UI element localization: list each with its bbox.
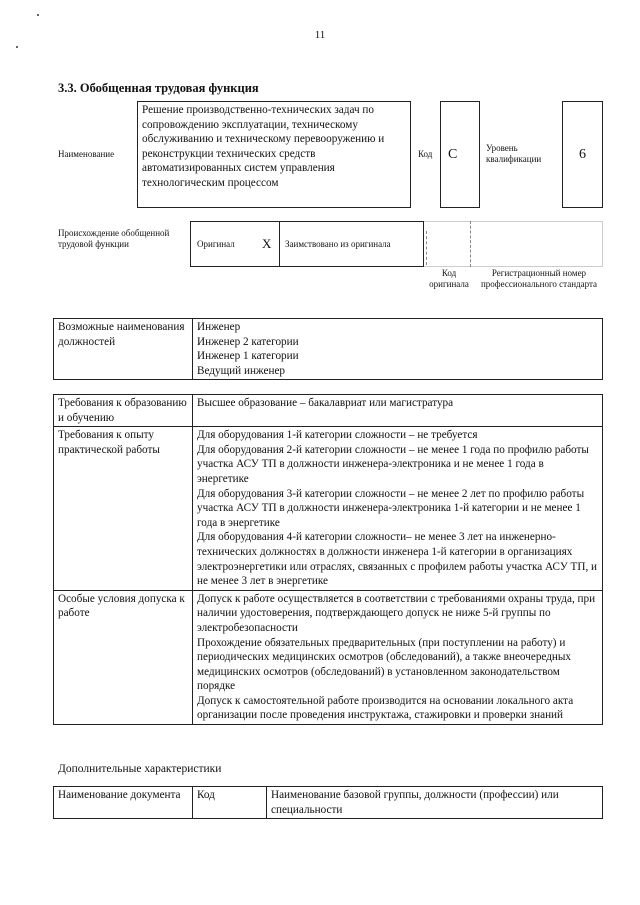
- code-original-caption: Код оригинала: [429, 268, 469, 289]
- requirement-line: Допуск к самостоятельной работе производится на основании локального акта организации после проведения инструктажа, стажировки и проверки знаний: [197, 694, 574, 722]
- origin-dashed-divider: [426, 231, 427, 265]
- original-label: Оригинал: [197, 239, 235, 249]
- doc-name-header: Наименование документа: [54, 787, 193, 819]
- level-value: 6: [579, 147, 586, 162]
- code-value-box: [440, 101, 480, 208]
- position-item: Инженер: [197, 321, 241, 333]
- requirement-line: Для оборудования 1-й категории сложности – не требуется: [197, 429, 478, 442]
- level-value-box: [562, 101, 603, 208]
- requirement-line: Для оборудования 2-й категории сложности – не менее 1 года по профилю работы участка АСУ ТП в должности инженера-электроника и не менее 1 года в энергетике: [197, 443, 589, 485]
- code-value: C: [448, 147, 458, 162]
- requirement-line: Прохождение обязательных предварительных (при поступлении на работу) и периодических медицинских осмотров (обследований), а также внеочередных медицинских осмотров (обследований) в установленном законодательством порядке: [197, 636, 572, 693]
- additional-title: Дополнительные характеристики: [58, 763, 222, 775]
- positions-label: Возможные наименования должностей: [54, 319, 193, 380]
- special-conditions-value: [193, 590, 603, 724]
- table-row: [54, 590, 603, 724]
- position-item: Инженер 2 категории: [197, 335, 299, 348]
- table-row: [54, 395, 603, 427]
- experience-value: [193, 427, 603, 591]
- requirement-line: Высшее образование – бакалавриат или магистратура: [197, 397, 454, 409]
- education-value: [193, 395, 603, 427]
- code-header: Код: [193, 787, 267, 819]
- origin-label: Происхождение обобщенной трудовой функции: [58, 228, 170, 249]
- name-label: Наименование: [58, 149, 115, 159]
- scan-speck: [37, 14, 39, 16]
- position-item: Ведущий инженер: [197, 364, 286, 377]
- function-name-text: Решение производственно-технических задач по сопровождению эксплуатации, техническому обслуживанию и техническому перевооружению и реконструкции технических средств автоматизированных систем управления технологическим процессом: [142, 104, 385, 189]
- page-number: 11: [314, 29, 326, 41]
- original-mark: X: [262, 236, 272, 251]
- position-item: Инженер 1 категории: [197, 350, 299, 363]
- registration-caption: Регистрационный номер профессионального стандарта: [480, 268, 598, 289]
- education-label: Требования к образованию и обучению: [54, 395, 193, 427]
- function-name-box: [137, 101, 411, 208]
- origin-dashed-divider: [470, 221, 471, 267]
- base-group-header: Наименование базовой группы, должности (профессии) или специальности: [267, 787, 603, 819]
- requirement-line: Для оборудования 3-й категории сложности – не менее 2 лет по профилю работы участка АСУ ТП в должности инженера-электроника 1-й категории и не менее 1 года в энергетике: [197, 487, 585, 529]
- table-row: [54, 427, 603, 591]
- special-conditions-label: Особые условия допуска к работе: [54, 590, 193, 724]
- level-label: Уровень квалификации: [486, 143, 542, 164]
- requirements-table: [53, 394, 603, 725]
- scan-speck: [16, 46, 18, 48]
- requirement-line: Допуск к работе осуществляется в соответствии с требованиями охраны труда, при наличии удостоверения, подтверждающего допуск не ниже 5-й группы по электробезопасности: [197, 592, 596, 634]
- section-title: 3.3. Обобщенная трудовая функция: [58, 81, 259, 95]
- additional-table: [53, 786, 603, 819]
- code-label: Код: [418, 149, 433, 159]
- positions-list: [193, 319, 603, 380]
- borrowed-label: Заимствовано из оригинала: [285, 239, 391, 249]
- experience-label: Требования к опыту практической работы: [54, 427, 193, 591]
- requirement-line: Для оборудования 4-й категории сложности– не менее 3 лет на инженерно-технических должностях в должности инженера 1-й категории в организациях электроэнергетики или отраслях, связанных с профилем работы участка АСУ ТП, и не менее 3 лет в энергетике: [197, 531, 598, 588]
- table-row: [54, 787, 603, 819]
- positions-table: [53, 318, 603, 380]
